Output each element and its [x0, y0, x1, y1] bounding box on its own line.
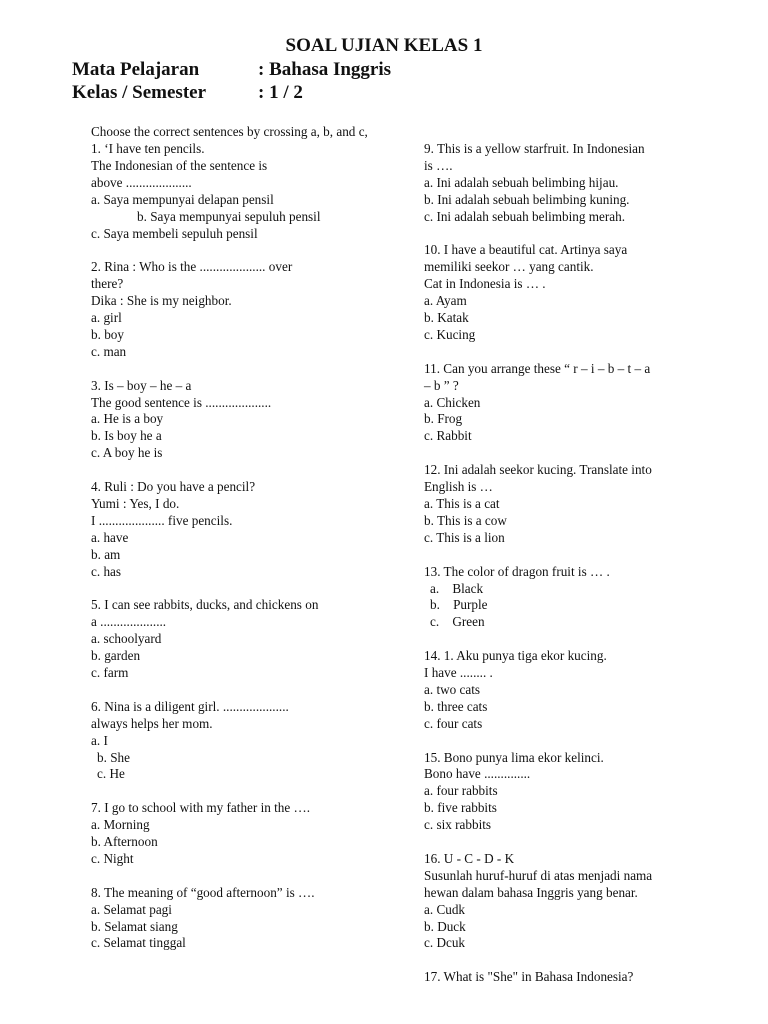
question-text: 12. Ini adalah seekor kucing. Translate into [424, 462, 652, 478]
option-b[interactable]: b. This is a cow [424, 512, 507, 528]
option-b[interactable]: b. three cats [424, 698, 488, 714]
option-c[interactable]: c. Ini adalah sebuah belimbing merah. [424, 208, 626, 224]
option-a[interactable]: a. Saya mempunyai delapan pensil [91, 191, 274, 207]
question-text: 7. I go to school with my father in the …. [91, 800, 311, 816]
page-title: SOAL UJIAN KELAS 1 [285, 35, 483, 56]
option-a[interactable]: a. Ayam [424, 293, 467, 309]
option-b[interactable]: b. Is boy he a [91, 428, 162, 444]
right-column [424, 141, 744, 986]
question-text: 11. Can you arrange these “ r – i – b – t – a [424, 360, 651, 376]
question-text: there? [91, 276, 124, 292]
question-text: 9. This is a yellow starfruit. In Indonesian [424, 141, 645, 156]
question-9 [424, 141, 744, 226]
option-b[interactable]: b. Afternoon [91, 834, 158, 850]
question-text: I .................... five pencils. [91, 512, 233, 528]
option-a[interactable]: a. This is a cat [424, 495, 500, 511]
question-text: 4. Ruli : Do you have a pencil? [91, 479, 256, 495]
option-a[interactable]: a. girl [91, 310, 122, 326]
option-c[interactable]: c. Rabbit [424, 428, 472, 444]
option-b[interactable]: b. Duck [424, 918, 466, 934]
question-7 [91, 800, 391, 868]
option-a[interactable]: a. four rabbits [424, 783, 498, 799]
option-b[interactable]: b. She [97, 749, 130, 765]
question-text: 14. 1. Aku punya tiga ekor kucing. [424, 648, 607, 664]
question-text: always helps her mom. [91, 715, 213, 731]
question-text: 3. Is – boy – he – a [91, 377, 192, 393]
question-4 [91, 479, 391, 580]
option-c[interactable]: c. Night [91, 850, 134, 866]
question-text: Cat in Indonesia is … . [424, 276, 546, 292]
option-a[interactable]: a. He is a boy [91, 411, 164, 427]
question-text: above .................... [91, 174, 192, 190]
question-1 [91, 141, 391, 242]
option-c[interactable]: c. Kucing [424, 326, 476, 342]
question-text: – b ” ? [424, 377, 459, 393]
question-3 [91, 378, 391, 463]
class-row [72, 82, 303, 104]
question-text: Bono have .............. [424, 766, 531, 782]
question-text: Susunlah huruf-huruf di atas menjadi nama [424, 867, 653, 883]
option-a[interactable]: a. Chicken [424, 394, 481, 410]
question-text: 15. Bono punya lima ekor kelinci. [424, 749, 604, 765]
option-b[interactable]: b. Katak [424, 310, 469, 326]
question-16 [424, 851, 744, 952]
option-b[interactable]: b. garden [91, 648, 141, 664]
question-5 [91, 597, 391, 682]
question-text: 8. The meaning of “good afternoon” is …. [91, 884, 315, 900]
option-c[interactable]: c. Dcuk [424, 935, 466, 951]
question-text: 13. The color of dragon fruit is … . [424, 563, 610, 579]
question-12 [424, 462, 744, 547]
question-11 [424, 361, 744, 446]
question-14 [424, 648, 744, 733]
question-text: I have ........ . [424, 665, 493, 681]
question-text: 6. Nina is a diligent girl. .................... [91, 698, 289, 714]
question-text: 16. U - C - D - K [424, 850, 515, 866]
class-value: : 1 / 2 [258, 82, 303, 103]
instruction [91, 124, 368, 141]
question-8 [91, 885, 391, 953]
question-17 [424, 969, 744, 986]
option-c[interactable]: c. Saya membeli sepuluh pensil [91, 225, 258, 241]
left-column [91, 141, 391, 952]
question-13 [424, 564, 744, 632]
question-text: 1. ‘I have ten pencils. [91, 141, 205, 156]
option-a[interactable]: a. have [91, 529, 129, 545]
option-b[interactable]: b. Purple [430, 597, 488, 613]
option-c[interactable]: c. four cats [424, 715, 483, 731]
option-b[interactable]: b. Frog [424, 411, 463, 427]
question-text: The Indonesian of the sentence is [91, 157, 268, 173]
option-c[interactable]: c. He [97, 766, 125, 782]
option-c[interactable]: c. Selamat tinggal [91, 935, 186, 951]
option-c[interactable]: c. six rabbits [424, 817, 492, 833]
option-b[interactable]: b. Ini adalah sebuah belimbing kuning. [424, 191, 630, 207]
option-c[interactable]: c. This is a lion [424, 529, 505, 545]
question-text: 17. What is "She" in Bahasa Indonesia? [424, 969, 634, 985]
question-text: is …. [424, 157, 453, 173]
question-text: 2. Rina : Who is the .................... over [91, 259, 293, 275]
option-a[interactable]: a. Selamat pagi [91, 901, 172, 917]
subject-row [72, 59, 391, 81]
option-b[interactable]: b. Selamat siang [91, 918, 178, 934]
option-c[interactable]: c. farm [91, 665, 129, 681]
option-a[interactable]: a. Ini adalah sebuah belimbing hijau. [424, 174, 619, 190]
option-a[interactable]: a. I [91, 732, 108, 748]
subject-value: : Bahasa Inggris [258, 59, 392, 80]
question-text: English is … [424, 479, 493, 495]
option-a[interactable]: a. Black [430, 580, 484, 596]
class-label: Kelas / Semester [72, 82, 207, 103]
option-a[interactable]: a. Cudk [424, 901, 466, 917]
option-b[interactable]: b. boy [91, 326, 124, 342]
question-text: 5. I can see rabbits, ducks, and chickens on [91, 597, 319, 613]
question-text: a .................... [91, 614, 167, 630]
option-c[interactable]: c. Green [430, 614, 485, 630]
option-a[interactable]: a. Morning [91, 817, 150, 833]
question-text: hewan dalam bahasa Inggris yang benar. [424, 884, 638, 900]
option-a[interactable]: a. two cats [424, 681, 481, 697]
question-2 [91, 259, 391, 360]
option-c[interactable]: c. has [91, 563, 122, 579]
instruction-text: Choose the correct sentences by crossing a, b, and c, [91, 124, 368, 139]
subject-label: Mata Pelajaran [72, 59, 200, 80]
option-a[interactable]: a. schoolyard [91, 631, 162, 647]
question-text: Yumi : Yes, I do. [91, 495, 180, 511]
question-text: 10. I have a beautiful cat. Artinya saya [424, 242, 628, 258]
option-c[interactable]: c. man [91, 343, 127, 359]
question-text: The good sentence is .................... [91, 394, 272, 410]
option-c[interactable]: c. A boy he is [91, 445, 163, 461]
question-15 [424, 750, 744, 835]
question-text: memiliki seekor … yang cantik. [424, 259, 594, 275]
question-6 [91, 699, 391, 784]
question-text: Dika : She is my neighbor. [91, 293, 232, 309]
question-10 [424, 242, 744, 343]
option-b[interactable]: b. five rabbits [424, 800, 497, 816]
option-b[interactable]: b. am [91, 546, 121, 562]
option-b[interactable]: b. Saya mempunyai sepuluh pensil [137, 208, 321, 224]
